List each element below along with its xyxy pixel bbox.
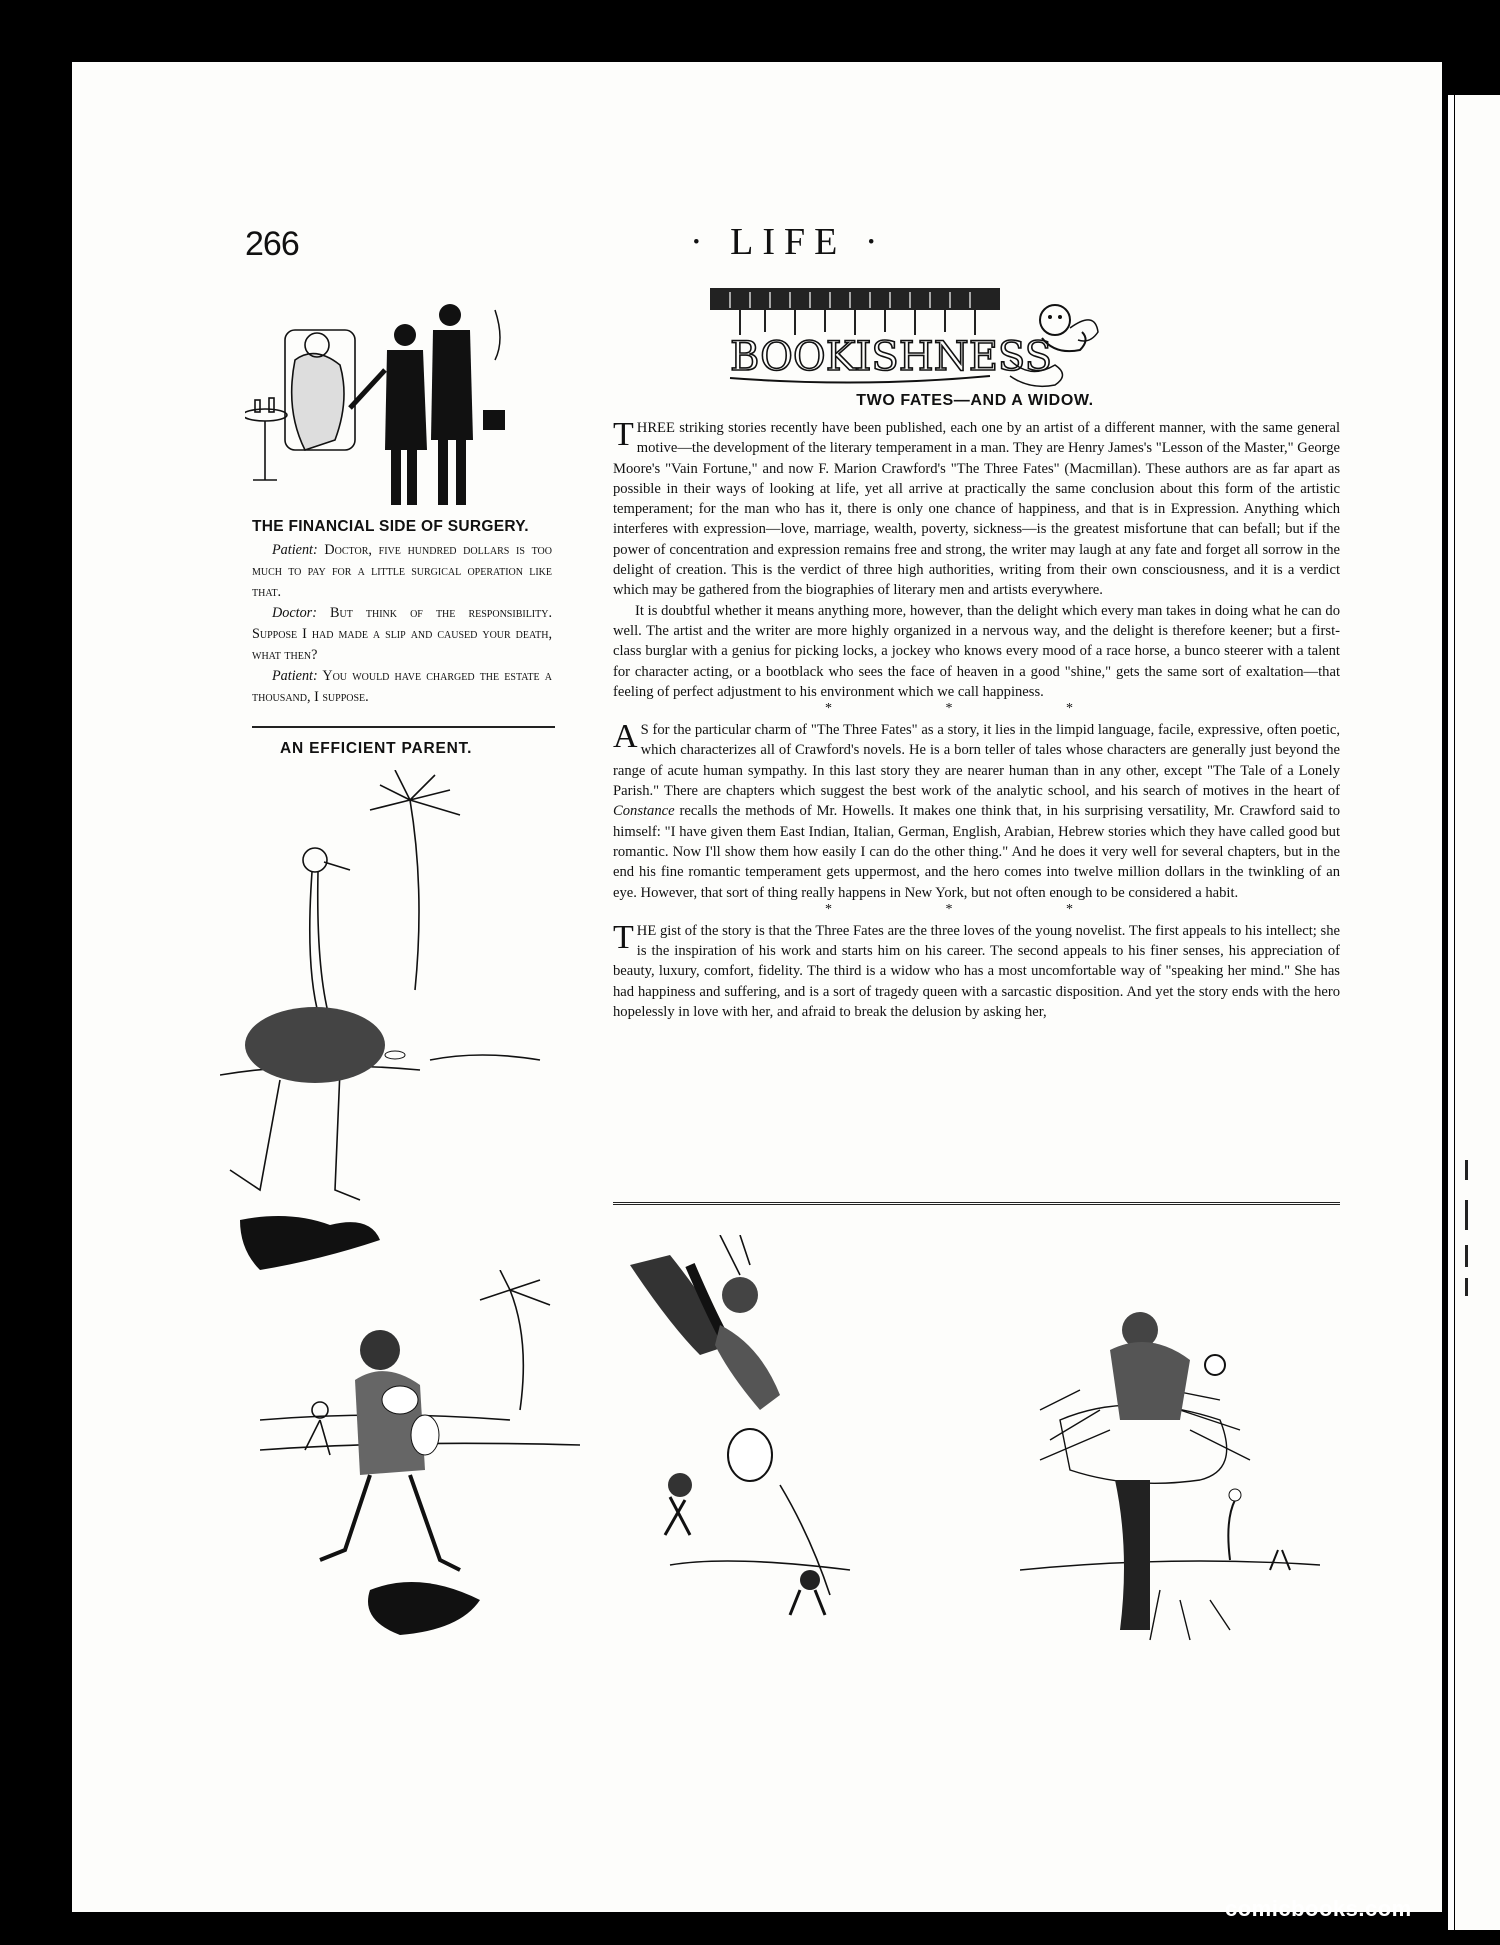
section-break: * * * [825, 701, 1128, 717]
emphasis: Constance [613, 803, 675, 820]
surgery-dialogue [252, 540, 552, 708]
dialogue-line-3 [252, 666, 552, 708]
dialogue-text: Doctor, five hundred dollars is too much to pay for a little surgical operation like that. [252, 542, 552, 600]
surgery-illustration [245, 290, 585, 530]
page-gutter [1448, 95, 1454, 1930]
banner-lettering: BOOKISHNESS [730, 334, 1052, 380]
dialogue-text: But think of the responsibility. Suppose I had made a slip and caused your death, what then? [252, 605, 553, 663]
page-number: 266 [245, 225, 299, 263]
paragraph-text: HREE striking stories recently have been published, each one by an artist of a different manner, with the same general motive—the development of the literary temperament in a man. They are Henry James's "Lesson of the Master," George Moore's "Vain Fortune," and now F. Marion Crawford's "The Three Fates" (Macmillan). These authors are as far apart as possible in their ways of looking at life, yet all arrive at practically the same conclusion about this form of the artistic temperament; for the man who has it, there is only one chance of happiness, and that is in Expression. Anything which interferes with expression—love, marriage, wealth, poverty, sickness—is the greatest misfortune that can befall; but if the power of concentration and expression remains free and strong, the writer may laugh at any fate and forget all sorrow in the delight of creation. This is the verdict of three high authorities, writing from their own consciousness, and it is a verdict which may be gathered from the biographies of literary men and artists everywhere. [613, 420, 1340, 599]
article-body [613, 418, 1340, 1022]
dialogue-text: You would have charged the estate a thousand, I suppose. [252, 668, 552, 705]
watermark-footer: comicbooks.com [1225, 1896, 1412, 1921]
dialogue-line-2 [252, 603, 552, 666]
comic-panel-falling [610, 1235, 950, 1645]
article-title: TWO FATES—AND A WIDOW. [856, 392, 1094, 409]
ostrich-illustration [220, 770, 590, 1280]
drop-cap: A [613, 718, 638, 756]
dialogue-line-1 [252, 540, 552, 603]
paragraph-text: HE gist of the story is that the Three Fates are the three loves of the young novelist. The first appeals to his intellect; she is the inspiration of his work and starts him on his career. The second appeals to his finer senses, his appreciation of beauty, luxury, comfort, fidelity. The third is a widow who has a most uncomfortable way of "speaking her mind." She has had happiness and suffering, and is a sort of tragedy queen with a sarcastic disposition. And yet the story ends with the hero hopelessly in love with her, and afraid to break the delusion by asking her, [613, 922, 1340, 1021]
paragraph-text: S for the particular charm of "The Three Fates" as a story, it lies in the limpid language, facile, expressive, often poetic, which characterizes all of Crawford's novels. He is a born teller of tales whose characters are generally just beyond the range of acute human sympathy. In this last story they are nearer human than in any other, except "The Tale of a Lonely Parish." There are chapters which suggest the best work of the analytic school, and his search of motives in the heart of [613, 722, 1340, 800]
speaker-label: Doctor: [272, 605, 317, 621]
masthead-title: · LIFE · [690, 221, 887, 263]
drop-cap: T [613, 918, 634, 956]
drop-cap: T [613, 416, 634, 453]
comic-panel-running [260, 1270, 580, 1640]
article-paragraph-3 [613, 720, 1340, 903]
article-paragraph-4 [613, 918, 1340, 1022]
section-break: * * * [825, 901, 1128, 917]
next-page-text-marks [1462, 1160, 1472, 1300]
bookishness-banner [710, 280, 1100, 395]
comic-panel-nest [1020, 1270, 1320, 1670]
speaker-label: Patient: [272, 542, 318, 558]
speaker-label: Patient: [272, 668, 318, 684]
article-paragraph-2: It is doubtful whether it means anything more, however, than the delight which every man takes in doing what he can do well. The artist and the writer are more highly organized in a nervous way, and the delight is therefore keener; but a first-class burglar with a genius for picking locks, a jockey who knows every mood of a race horse, a bunco steerer with a talent for character acting, or a bootblack who sees the face of heaven in a good "shine," gets the same sort of exaltation—that feeling of perfect adjustment to his environment which we call happiness. [613, 602, 1340, 700]
article-end-rule [613, 1202, 1340, 1205]
next-page-edge [1455, 95, 1500, 1930]
surgery-cartoon-title: THE FINANCIAL SIDE OF SURGERY. [252, 518, 529, 535]
paragraph-text: recalls the methods of Mr. Howells. It makes one think that, in his surprising versatility, Mr. Crawford said to himself: "I have given them East Indian, Italian, German, English, Arabian, Hebrew stories which they have called good but romantic. Now I'll show them how easily I can do the other thing." And he does it very well for several chapters, but in the end his fine romantic temperament gets uppermost, and the hero comes into twelve million dollars in the twinkling of an eye. However, that sort of thing really happens in New York, but not often enough to be considered a habit. [613, 803, 1340, 901]
article-paragraph-1 [613, 418, 1340, 601]
section-divider [252, 726, 555, 728]
parent-cartoon-title: AN EFFICIENT PARENT. [280, 740, 473, 757]
